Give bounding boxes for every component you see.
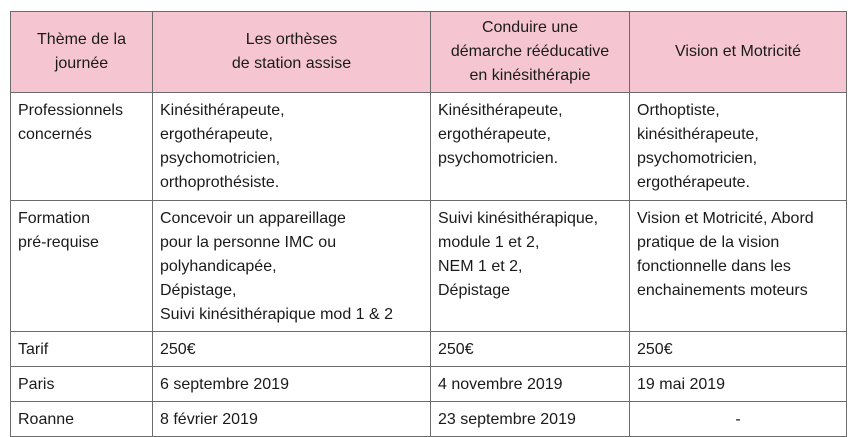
header-theme: Thème de la journée xyxy=(11,12,153,93)
table-row xyxy=(11,332,847,367)
table-row xyxy=(11,402,847,437)
table-row xyxy=(11,367,847,402)
training-schedule-table xyxy=(10,11,847,437)
row-label: Professionnels concernés xyxy=(11,93,153,201)
header-row xyxy=(11,12,847,93)
row-label: Formation pré-requise xyxy=(11,201,153,332)
table-cell: Vision et Motricité, Abord pratique de la vision fonctionnelle dans les enchainements moteurs xyxy=(630,201,847,332)
table-cell: 23 septembre 2019 xyxy=(431,402,630,437)
table-cell: 250€ xyxy=(153,332,431,367)
row-label: Roanne xyxy=(11,402,153,437)
table-cell: Suivi kinésithérapique, module 1 et 2, NEM 1 et 2, Dépistage xyxy=(431,201,630,332)
table-cell: 250€ xyxy=(630,332,847,367)
row-label: Tarif xyxy=(11,332,153,367)
table-cell: 19 mai 2019 xyxy=(630,367,847,402)
table-cell: Kinésithérapeute, ergothérapeute, psychomotricien, orthoprothésiste. xyxy=(153,93,431,201)
table-cell: Orthoptiste, kinésithérapeute, psychomotricien, ergothérapeute. xyxy=(630,93,847,201)
table-cell: Concevoir un appareillage pour la personne IMC ou polyhandicapée, Dépistage, Suivi kinésithérapique mod 1 & 2 xyxy=(153,201,431,332)
table-cell: 8 février 2019 xyxy=(153,402,431,437)
header-demarche: Conduire une démarche rééducative en kinésithérapie xyxy=(431,12,630,93)
table-row xyxy=(11,93,847,201)
table-cell: 4 novembre 2019 xyxy=(431,367,630,402)
table-row xyxy=(11,201,847,332)
table-cell: - xyxy=(630,402,847,437)
header-orthoses: Les orthèses de station assise xyxy=(153,12,431,93)
table-cell: 6 septembre 2019 xyxy=(153,367,431,402)
row-label: Paris xyxy=(11,367,153,402)
table-cell: 250€ xyxy=(431,332,630,367)
table-cell: Kinésithérapeute, ergothérapeute, psychomotricien. xyxy=(431,93,630,201)
header-vision: Vision et Motricité xyxy=(630,12,847,93)
